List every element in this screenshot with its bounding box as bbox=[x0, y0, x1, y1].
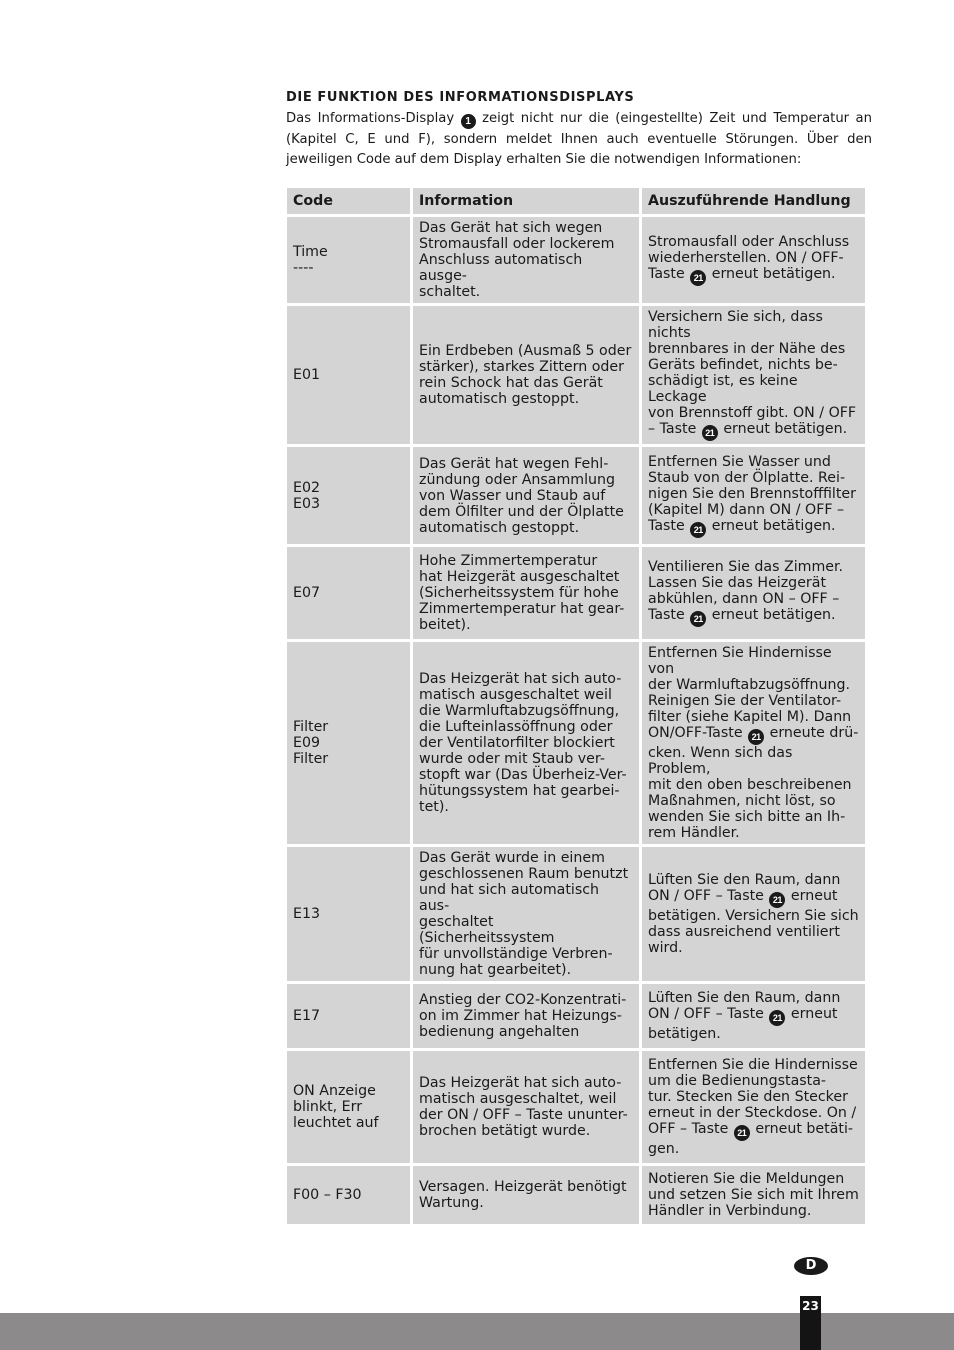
cell-code: E13 bbox=[287, 847, 410, 981]
display-marker-icon: 1 bbox=[461, 114, 476, 129]
cell-information: Versagen. Heizgerät benötigt Wartung. bbox=[413, 1166, 639, 1224]
action-text: Entfernen Sie Wasser und Staub von der Ölplatte. Rei- nigen Sie den Brennstofffilter (Kapitel M) dann ON / OFF – Taste bbox=[648, 453, 856, 534]
action-text-continued: erneut betätigen. bbox=[711, 266, 836, 282]
cell-action bbox=[642, 217, 865, 303]
action-text: Entfernen Sie die Hindernisse um die Bedienungstasta- tur. Stecken Sie den Stecker erneut in der Steckdose. On / OFF – Taste bbox=[648, 1057, 858, 1137]
action-text-continued: erneut betätigen. bbox=[711, 517, 836, 534]
table-row bbox=[287, 447, 865, 544]
cell-information: Das Gerät hat wegen Fehl- zündung oder Ansammlung von Wasser und Staub auf dem Ölfilter und der Ölplatte automatisch gestoppt. bbox=[413, 447, 639, 544]
cell-action bbox=[642, 1051, 865, 1163]
intro-body: zeigt nicht nur die (eingestellte) Zeit und Temperatur an (Kapitel C, E und F), sondern meldet Ihnen auch eventuelle Störungen. Über den jeweiligen Code auf dem Display erhalten Sie die notwendigen Informationen: bbox=[286, 111, 873, 167]
table-body bbox=[287, 217, 865, 1224]
action-text: Notieren Sie die Meldungen und setzen Sie sich mit Ihrem Händler in Verbindung. bbox=[648, 1171, 859, 1219]
cell-action bbox=[642, 447, 865, 544]
section-heading: DIE FUNKTION DES INFORMATIONSDISPLAYS bbox=[286, 90, 635, 105]
button-21-icon: 21 bbox=[690, 270, 706, 286]
button-21-icon: 21 bbox=[769, 892, 785, 908]
cell-action bbox=[642, 1166, 865, 1224]
cell-information: Das Heizgerät hat sich auto- matisch ausgeschaltet weil die Warmluftabzugsöffnung, die Lufteinlassöffnung oder der Ventilatorfilter blockiert wurde oder mit Staub ver- stopft war (Das Überheiz-Ver- hütungssystem hat gearbei- tet). bbox=[413, 642, 639, 844]
table-row bbox=[287, 1166, 865, 1224]
action-text-continued: erneut betätigen. bbox=[711, 607, 836, 623]
action-text-continued: erneut betäti- gen. bbox=[648, 1121, 854, 1157]
content-block bbox=[286, 90, 872, 171]
cell-action bbox=[642, 847, 865, 981]
cell-code: E02 E03 bbox=[287, 447, 410, 544]
cell-information: Das Gerät hat sich wegen Stromausfall oder lockerem Anschluss automatisch ausge- schaltet. bbox=[413, 217, 639, 303]
table-row bbox=[287, 847, 865, 981]
table-header-row bbox=[287, 188, 865, 214]
cell-code: Time ---- bbox=[287, 217, 410, 303]
cell-action bbox=[642, 642, 865, 844]
button-21-icon: 21 bbox=[769, 1010, 785, 1026]
action-text: Stromausfall oder Anschluss wiederherstellen. ON / OFF- Taste bbox=[648, 234, 850, 282]
button-21-icon: 21 bbox=[734, 1125, 750, 1141]
action-text-continued: erneut betätigen. bbox=[723, 421, 848, 437]
intro-paragraph bbox=[286, 109, 872, 171]
action-text: Versichern Sie sich, dass nichts brennbares in der Nähe des Geräts befindet, nichts be- schädigt ist, es keine Leckage von Brennstoff gibt. ON / OFF – Taste bbox=[648, 309, 857, 437]
action-text-continued: erneute drü- cken. Wenn sich das Problem, mit den oben beschreibenen Maßnahmen, nicht löst, so wenden Sie sich bitte an Ih- rem Händler. bbox=[648, 725, 859, 841]
cell-code: Filter E09 Filter bbox=[287, 642, 410, 844]
action-text: Lüften Sie den Raum, dann ON / OFF – Taste bbox=[648, 872, 841, 904]
header-information: Information bbox=[413, 188, 639, 214]
table-row bbox=[287, 306, 865, 444]
table-row bbox=[287, 642, 865, 844]
table-row bbox=[287, 217, 865, 303]
button-21-icon: 21 bbox=[690, 522, 706, 538]
table-row bbox=[287, 1051, 865, 1163]
cell-code: E01 bbox=[287, 306, 410, 444]
action-text-continued: erneut betätigen. bbox=[648, 1006, 838, 1042]
cell-action bbox=[642, 547, 865, 639]
page-number: 23 bbox=[800, 1296, 821, 1350]
action-text: Ventilieren Sie das Zimmer. Lassen Sie das Heizgerät abkühlen, dann ON – OFF – Taste bbox=[648, 559, 844, 623]
table-row bbox=[287, 547, 865, 639]
header-action: Auszuführende Handlung bbox=[642, 188, 865, 214]
button-21-icon: 21 bbox=[702, 425, 718, 441]
cell-action bbox=[642, 984, 865, 1048]
language-tag: D bbox=[794, 1257, 828, 1275]
action-text-continued: erneut betätigen. Versichern Sie sich dass ausreichend ventiliert wird. bbox=[648, 888, 859, 956]
cell-code: ON Anzeige blinkt, Err leuchtet auf bbox=[287, 1051, 410, 1163]
cell-information: Das Gerät wurde in einem geschlossenen Raum benutzt und hat sich automatisch aus- geschaltet (Sicherheitssystem für unvollständige Verbren- nung hat gearbeitet). bbox=[413, 847, 639, 981]
cell-information: Hohe Zimmertemperatur hat Heizgerät ausgeschaltet (Sicherheitssystem für hohe Zimmertemperatur hat gear- beitet). bbox=[413, 547, 639, 639]
action-text: Lüften Sie den Raum, dann ON / OFF – Taste bbox=[648, 990, 841, 1022]
cell-information: Anstieg der CO2-Konzentrati- on im Zimmer hat Heizungs- bedienung angehalten bbox=[413, 984, 639, 1048]
header-code: Code bbox=[287, 188, 410, 214]
button-21-icon: 21 bbox=[690, 611, 706, 627]
cell-information: Ein Erdbeben (Ausmaß 5 oder stärker), starkes Zittern oder rein Schock hat das Gerät automatisch gestoppt. bbox=[413, 306, 639, 444]
button-21-icon: 21 bbox=[748, 729, 764, 745]
cell-code: F00 – F30 bbox=[287, 1166, 410, 1224]
table-row bbox=[287, 984, 865, 1048]
cell-action bbox=[642, 306, 865, 444]
action-text: Entfernen Sie Hindernisse von der Warmluftabzugsöffnung. Reinigen Sie der Ventilator- filter (siehe Kapitel M). Dann ON/OFF-Taste bbox=[648, 645, 852, 741]
error-code-table bbox=[284, 185, 868, 1227]
cell-information: Das Heizgerät hat sich auto- matisch ausgeschaltet, weil der ON / OFF – Taste ununter- brochen betätigt wurde. bbox=[413, 1051, 639, 1163]
intro-lead: Das Informations-Display bbox=[286, 111, 455, 126]
cell-code: E17 bbox=[287, 984, 410, 1048]
cell-code: E07 bbox=[287, 547, 410, 639]
